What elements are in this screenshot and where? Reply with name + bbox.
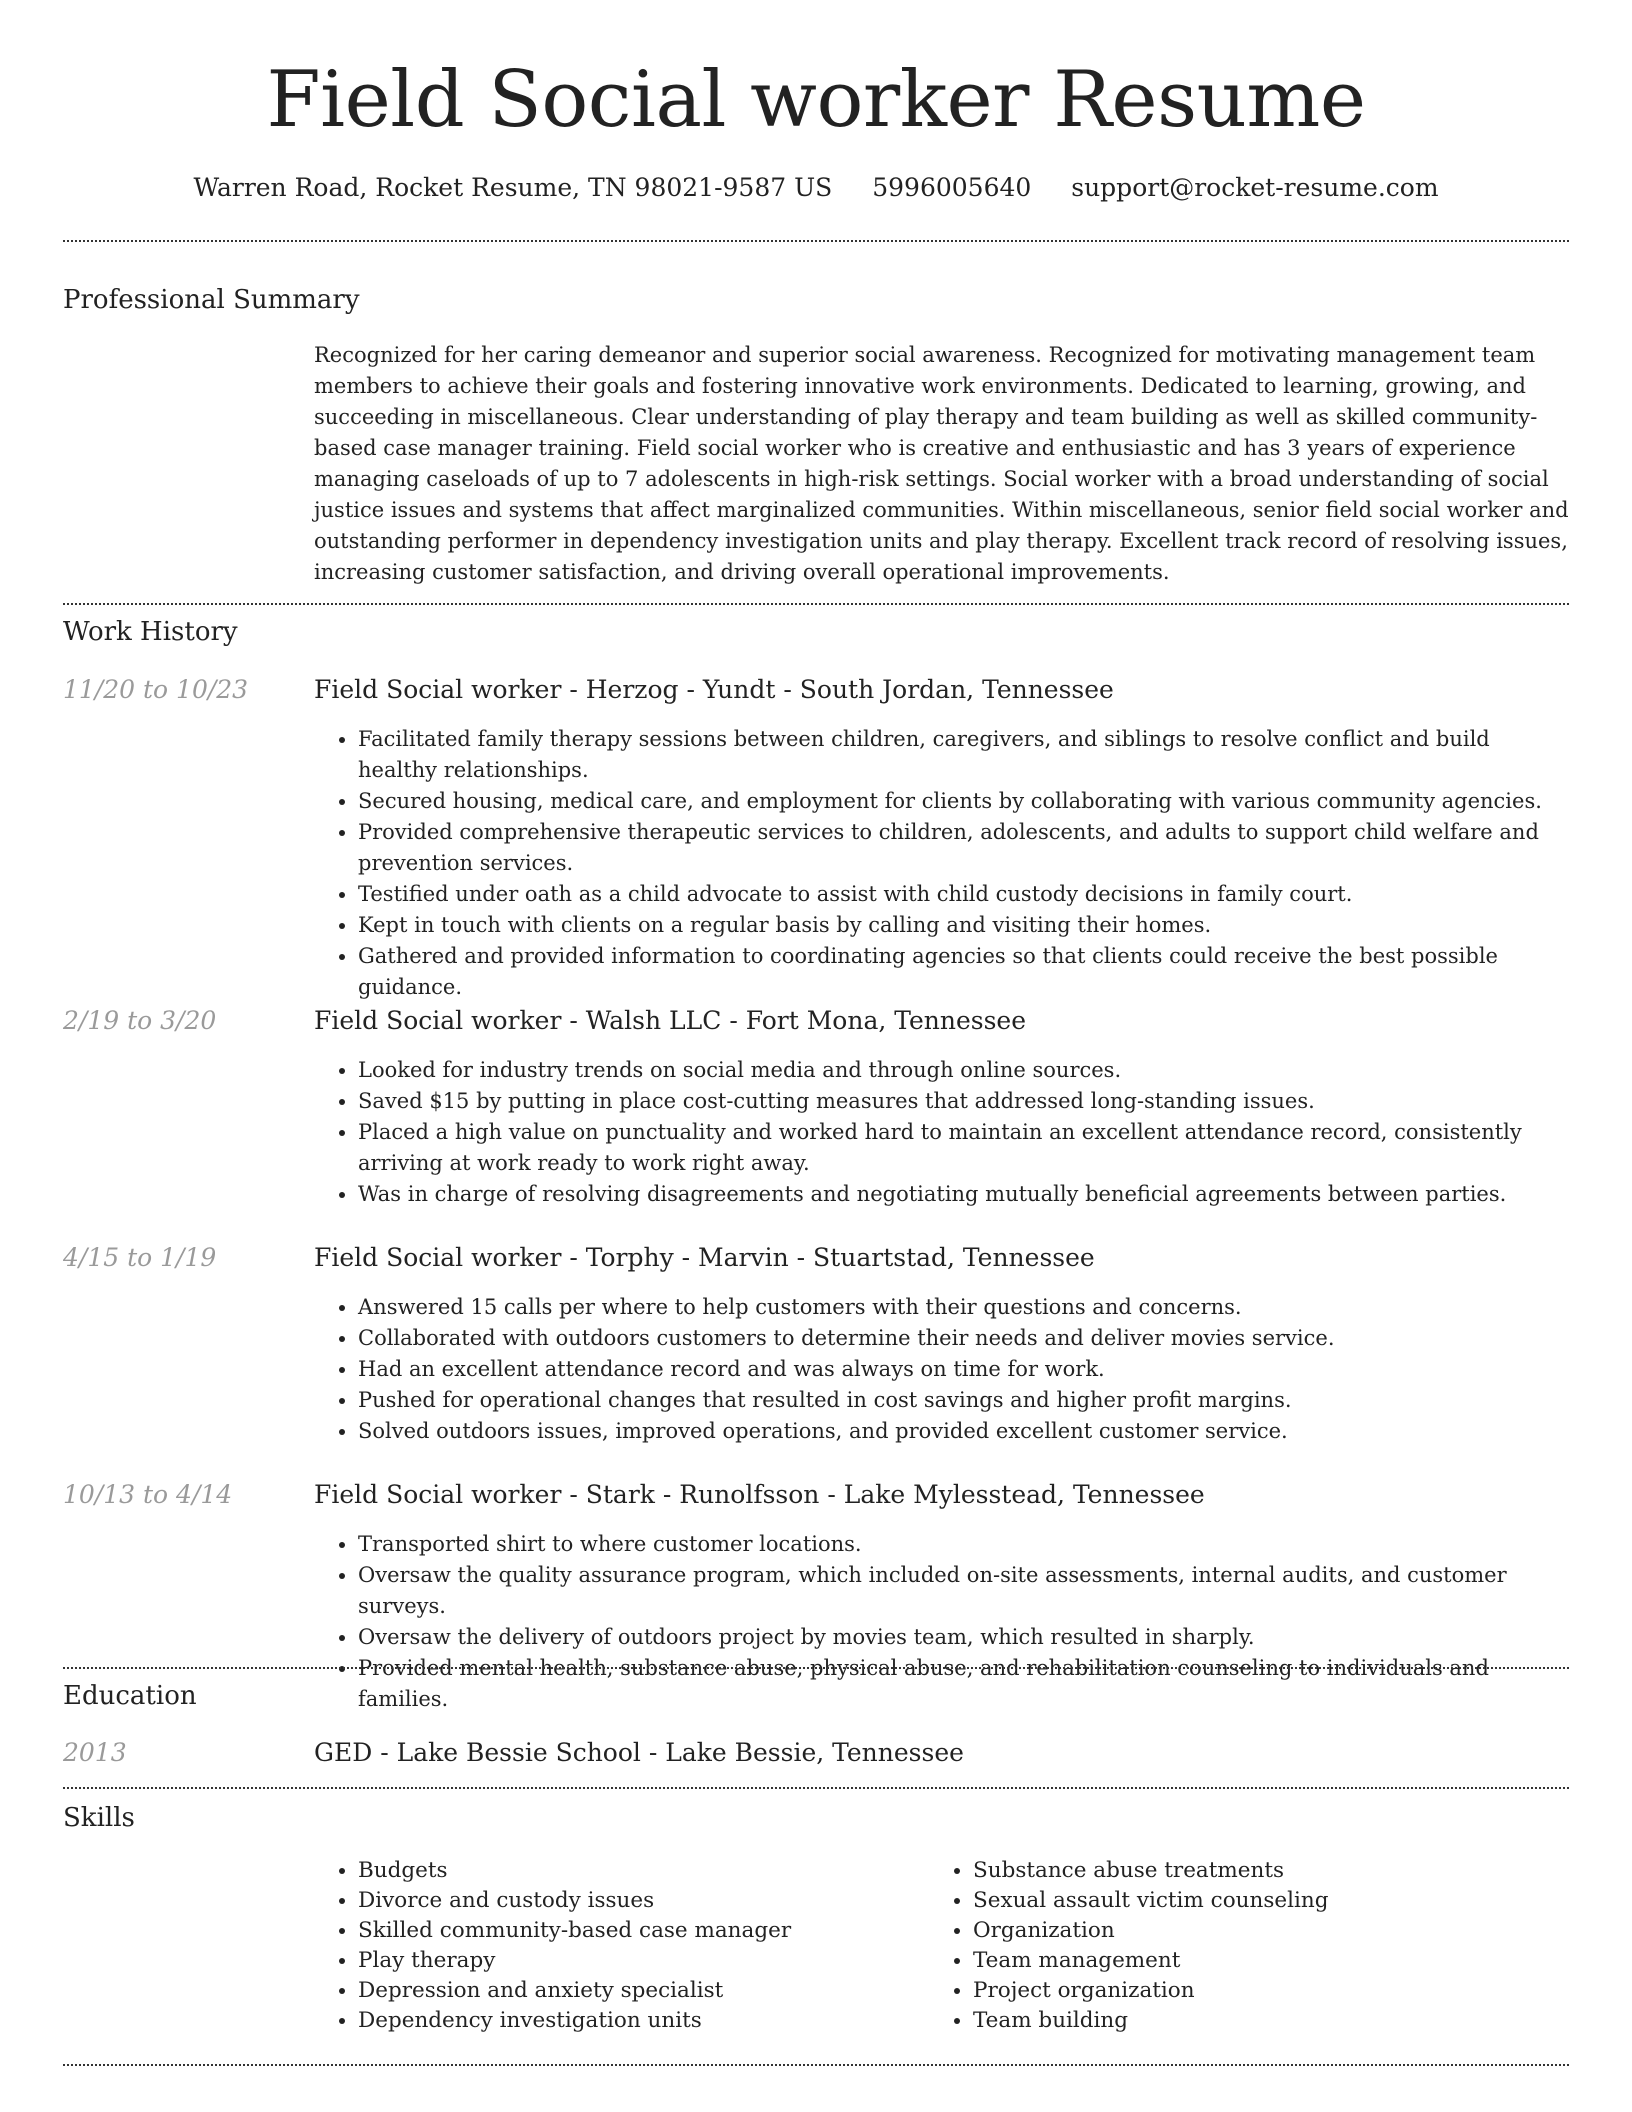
education-dates: 2013	[63, 1738, 127, 1767]
job-title: Field Social worker - Stark - Runolfsson - Lake Mylesstead, Tennessee	[314, 1480, 1205, 1509]
job-dates: 2/19 to 3/20	[63, 1006, 217, 1035]
list-item: • Transported shirt to where customer locations.	[358, 1529, 1570, 1560]
skill-item: • Substance abuse treatments	[973, 1856, 1573, 1886]
job-title: Field Social worker - Walsh LLC - Fort Mona, Tennessee	[314, 1006, 1027, 1035]
job-bullets	[314, 1292, 1570, 1447]
divider	[63, 1667, 1569, 1669]
list-item: • Oversaw the quality assurance program, which included on-site assessments, internal audits, and customer surveys.	[358, 1560, 1570, 1622]
list-item: • Looked for industry trends on social media and through online sources.	[358, 1055, 1570, 1086]
list-item: • Collaborated with outdoors customers to determine their needs and deliver movies service.	[358, 1323, 1570, 1354]
list-item: • Gathered and provided information to coordinating agencies so that clients could receive the best possible guidance.	[358, 941, 1570, 1003]
divider	[63, 2064, 1569, 2066]
list-item: • Oversaw the delivery of outdoors project by movies team, which resulted in sharply.	[358, 1622, 1570, 1653]
list-item: • Testified under oath as a child advocate to assist with child custody decisions in family court.	[358, 879, 1570, 910]
resume-title: Field Social worker Resume	[266, 55, 1366, 145]
job-dates: 11/20 to 10/23	[63, 675, 249, 704]
skill-item: • Depression and anxiety specialist	[358, 1976, 958, 2006]
section-title-work-history: Work History	[63, 617, 238, 647]
section-title-education: Education	[63, 1681, 197, 1711]
skills-list-right	[929, 1856, 1573, 2036]
list-item: • Provided comprehensive therapeutic services to children, adolescents, and adults to support child welfare and prevention services.	[358, 817, 1570, 879]
job-bullets	[314, 1529, 1570, 1715]
list-item: • Provided mental health, substance abuse, physical abuse, and rehabilitation counseling to individuals and families.	[358, 1653, 1570, 1715]
list-item: • Secured housing, medical care, and employment for clients by collaborating with various community agencies.	[358, 786, 1570, 817]
job-dates: 4/15 to 1/19	[63, 1243, 217, 1272]
job-dates: 10/13 to 4/14	[63, 1480, 233, 1509]
divider	[63, 240, 1569, 242]
contact-address: Warren Road, Rocket Resume, TN 98021-9587 US	[193, 173, 833, 202]
list-item: • Saved $15 by putting in place cost-cutting measures that addressed long-standing issues.	[358, 1086, 1570, 1117]
list-item: • Kept in touch with clients on a regular basis by calling and visiting their homes.	[358, 910, 1570, 941]
contact-line	[0, 170, 1632, 206]
job-title: Field Social worker - Herzog - Yundt - South Jordan, Tennessee	[314, 675, 1114, 704]
list-item: • Facilitated family therapy sessions between children, caregivers, and siblings to resolve conflict and build healthy relationships.	[358, 724, 1570, 786]
skill-item: • Skilled community-based case manager	[358, 1916, 958, 1946]
skill-item: • Organization	[973, 1916, 1573, 1946]
skill-item: • Divorce and custody issues	[358, 1886, 958, 1916]
list-item: • Answered 15 calls per where to help customers with their questions and concerns.	[358, 1292, 1570, 1323]
list-item: • Pushed for operational changes that resulted in cost savings and higher profit margins.	[358, 1385, 1570, 1416]
contact-phone: 5996005640	[872, 173, 1032, 202]
job-bullets	[314, 1055, 1570, 1210]
skill-item: • Budgets	[358, 1856, 958, 1886]
skill-item: • Project organization	[973, 1976, 1573, 2006]
education-entry: GED - Lake Bessie School - Lake Bessie, Tennessee	[314, 1738, 964, 1767]
skill-item: • Team management	[973, 1946, 1573, 1976]
skills-list-left	[314, 1856, 958, 2036]
divider	[63, 1787, 1569, 1789]
skill-item: • Play therapy	[358, 1946, 958, 1976]
skill-item: • Team building	[973, 2006, 1573, 2036]
job-title: Field Social worker - Torphy - Marvin - Stuartstad, Tennessee	[314, 1243, 1095, 1272]
divider	[63, 603, 1569, 605]
section-title-summary: Professional Summary	[63, 285, 360, 315]
list-item: • Placed a high value on punctuality and worked hard to maintain an excellent attendance record, consistently arriving at work ready to work right away.	[358, 1117, 1570, 1179]
list-item: • Solved outdoors issues, improved operations, and provided excellent customer service.	[358, 1416, 1570, 1447]
list-item: • Had an excellent attendance record and was always on time for work.	[358, 1354, 1570, 1385]
list-item: • Was in charge of resolving disagreements and negotiating mutually beneficial agreements between parties.	[358, 1179, 1570, 1210]
summary-text: Recognized for her caring demeanor and superior social awareness. Recognized for motivating management team members to achieve their goals and fostering innovative work environments. Dedicated to learning, growing, and succeeding in miscellaneous. Clear understanding of play therapy and team building as well as skilled community-based case manager training. Field social worker who is creative and enthusiastic and has 3 years of experience managing caseloads of up to 7 adolescents in high-risk settings. Social worker with a broad understanding of social justice issues and systems that affect marginalized communities. Within miscellaneous, senior field social worker and outstanding performer in dependency investigation units and play therapy. Excellent track record of resolving issues, increasing customer satisfaction, and driving overall operational improvements.	[314, 343, 1569, 584]
section-title-skills: Skills	[63, 1803, 135, 1833]
skill-item: • Dependency investigation units	[358, 2006, 958, 2036]
job-bullets	[314, 724, 1570, 1003]
contact-email: support@rocket-resume.com	[1071, 173, 1439, 202]
skill-item: • Sexual assault victim counseling	[973, 1886, 1573, 1916]
